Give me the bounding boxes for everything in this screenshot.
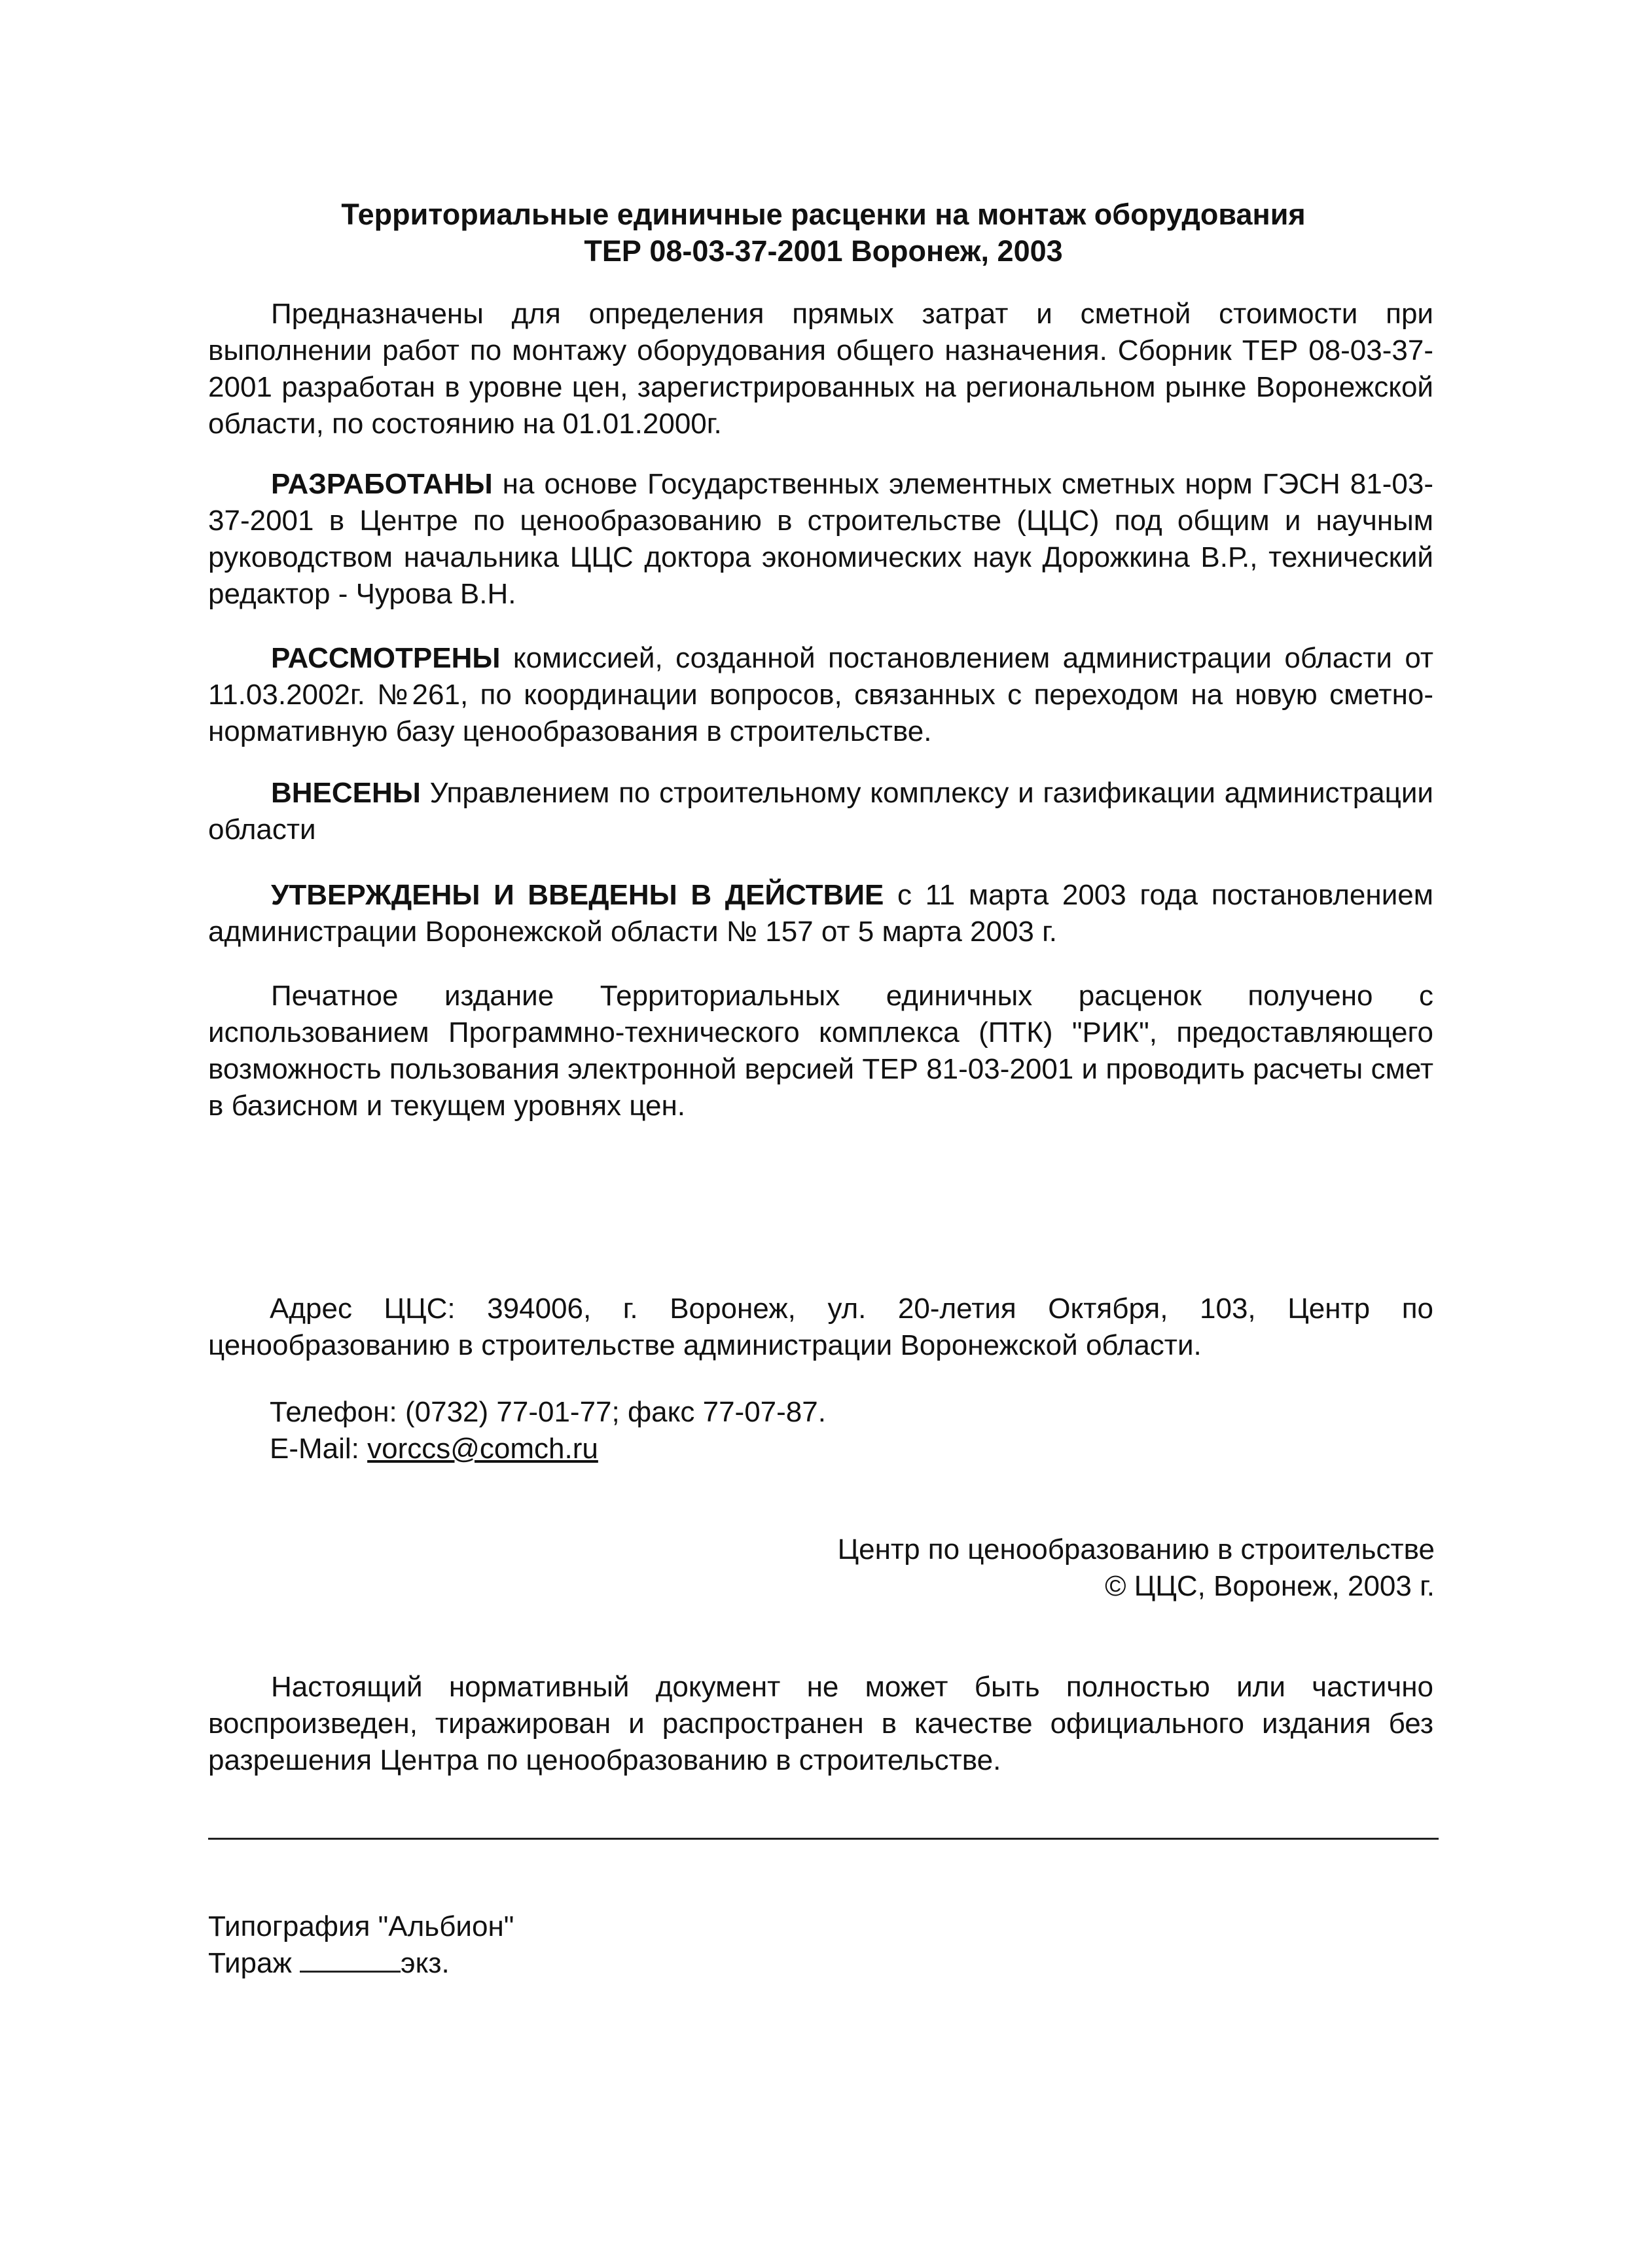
submitted-paragraph [208,775,1433,848]
publisher-org: Центр по ценообразованию в строительстве [837,1533,1435,1565]
email-line [270,1431,1441,1467]
divider-line [208,1838,1439,1840]
intro-paragraph: Предназначены для определения прямых затрат и сметной стоимости при выполнении работ по монтажу оборудования общего назначения. Сборник ТЕР 08-03-37-2001 разработан в уровне цен, зарегистрированных на региональном рынке Воронежской области, по состоянию на 01.01.2000г. [208,298,1433,440]
circulation-unit: экз. [401,1947,450,1979]
approved-paragraph [208,877,1433,950]
printer-line: Типография "Альбион" [208,1910,514,1942]
developed-text: на основе Государственных элементных сметных норм ГЭСН 81-03-37-2001 в Центре по ценообразованию в строительстве (ЦЦС) под общим и научным руководством начальника ЦЦС доктора экономических наук Дорожкина В.Р., технический редактор - Чурова В.Н. [208,468,1433,610]
circulation-label: Тираж [208,1947,300,1979]
approved-text: с 11 марта 2003 года постановлением администрации Воронежской области № 157 от 5 марта 2003 г. [208,879,1433,948]
circulation-blank [300,1946,401,1973]
submitted-label: ВНЕСЕНЫ [271,777,421,809]
title-line-1: Территориальные единичные расценки на монтаж оборудования [341,198,1306,231]
title-line-2: ТЕР 08-03-37-2001 Воронеж, 2003 [584,234,1063,268]
submitted-text: Управлением по строительному комплексу и газификации администрации области [208,777,1433,846]
reviewed-paragraph [208,640,1433,750]
copyright-notice: Настоящий нормативный документ не может быть полностью или частично воспроизведен, тиражирован и распространен в качестве официального издания без разрешения Центра по ценообразованию в строительстве. [208,1671,1433,1776]
publisher-copyright: © ЦЦС, Воронеж, 2003 г. [1105,1570,1435,1602]
reviewed-text: комиссией, созданной постановлением администрации области от 11.03.2002г. №261, по координации вопросов, связанных с переходом на новую сметно-нормативную базу ценообразования в строительстве. [208,642,1433,747]
email-link[interactable]: vorccs@comch.ru [367,1433,598,1465]
phone-line: Телефон: (0732) 77-01-77; факс 77-07-87. [270,1396,826,1428]
print-edition-paragraph: Печатное издание Территориальных единичных расценок получено с использованием Программно-технического комплекса (ПТК) "РИК", предоставляющего возможность пользования электронной версией ТЕР 81-03-2001 и проводить расчеты смет в базисном и текущем уровнях цен. [208,980,1433,1122]
developed-label: РАЗРАБОТАНЫ [271,468,493,500]
reviewed-label: РАССМОТРЕНЫ [271,642,501,674]
page-title [208,196,1439,270]
developed-paragraph [208,466,1433,613]
email-label: E-Mail: [270,1433,368,1465]
approved-label: УТВЕРЖДЕНЫ И ВВЕДЕНЫ В ДЕЙСТВИЕ [271,879,884,911]
circulation-line [208,1945,863,1982]
address-paragraph: Адрес ЦЦС: 394006, г. Воронеж, ул. 20-летия Октября, 103, Центр по ценообразованию в строительстве администрации Воронежской области. [208,1293,1433,1361]
